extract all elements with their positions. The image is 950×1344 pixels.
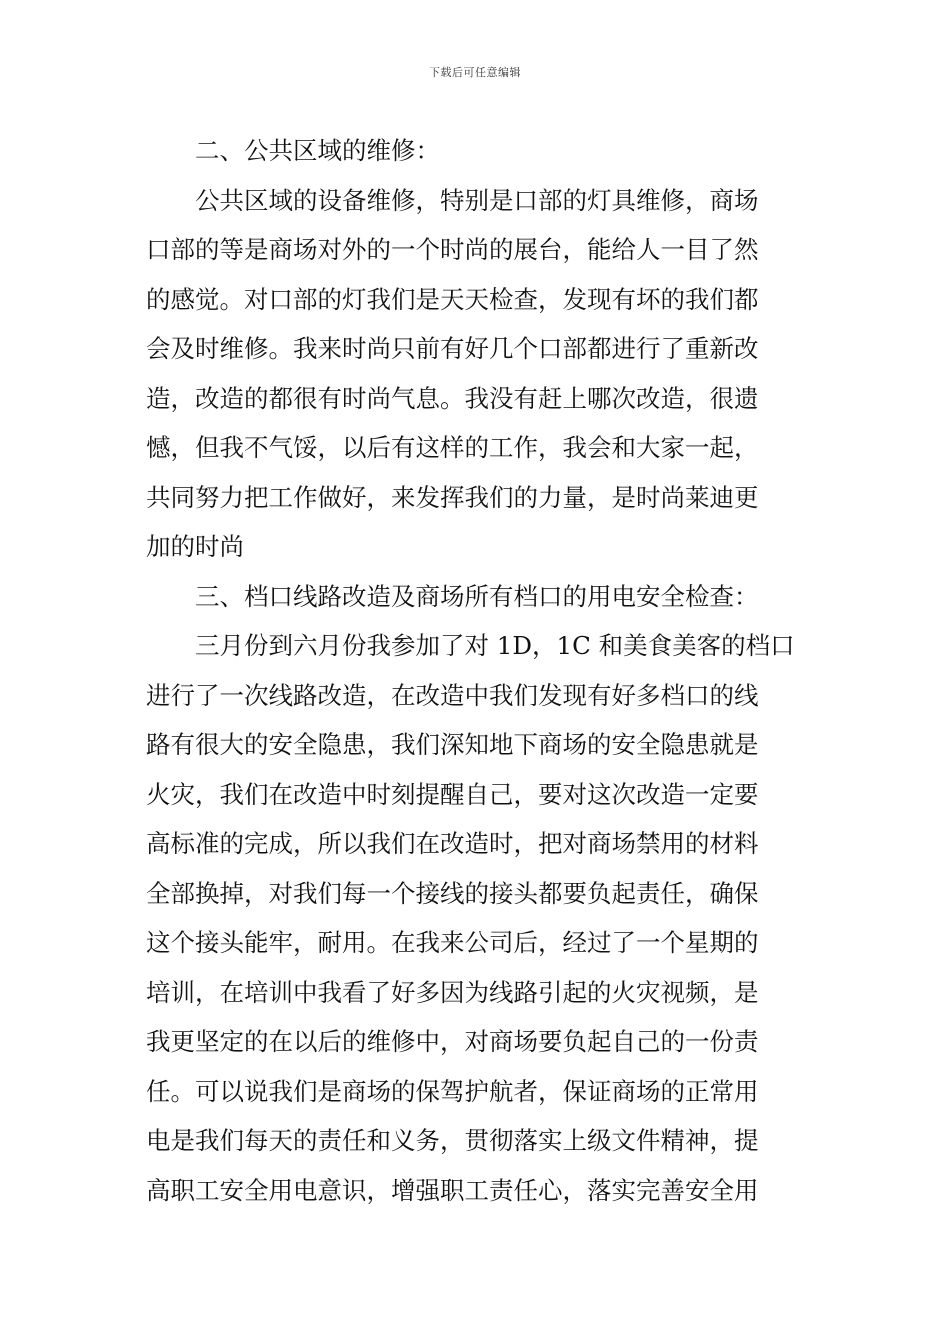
paragraph-line: 高职工安全用电意识，增强职工责任心，落实完善安全用 xyxy=(146,1175,759,1205)
paragraph-line: 高标准的完成，所以我们在改造时，把对商场禁用的材料 xyxy=(146,829,759,858)
paragraph-line: 我更坚定的在以后的维修中，对商场要负起自己的一份责 xyxy=(146,1027,759,1056)
paragraph-line: 培训，在培训中我看了好多因为线路引起的火灾视频，是 xyxy=(146,977,759,1007)
paragraph-line: 共同努力把工作做好，来发挥我们的力量，是时尚莱迪更 xyxy=(146,482,759,512)
paragraph-line: 全部换掉，对我们每一个接线的接头都要负起责任，确保 xyxy=(146,878,759,908)
paragraph-line: 的感觉。对口部的灯我们是天天检查，发现有坏的我们都 xyxy=(146,284,759,314)
paragraph-line: 这个接头能牢，耐用。在我来公司后，经过了一个星期的 xyxy=(146,928,759,957)
paragraph-line: 会及时维修。我来时尚只前有好几个口部都进行了重新改 xyxy=(146,334,759,363)
paragraph-line: 憾，但我不气馁，以后有这样的工作，我会和大家一起， xyxy=(146,433,759,462)
paragraph-line: 路有很大的安全隐患，我们深知地下商场的安全隐患就是 xyxy=(146,730,759,759)
paragraph-line: 口部的等是商场对外的一个时尚的展台，能给人一目了然 xyxy=(146,235,759,264)
paragraph-line: 进行了一次线路改造，在改造中我们发现有好多档口的线 xyxy=(146,680,759,710)
page-header: 下载后可任意编辑 xyxy=(429,66,521,79)
paragraph-line: 公共区域的设备维修，特别是口部的灯具维修，商场 xyxy=(195,185,759,215)
document-body xyxy=(146,126,810,1215)
paragraph-line: 电是我们每天的责任和义务，贯彻落实上级文件精神，提 xyxy=(146,1126,759,1155)
paragraph-line: 加的时尚 xyxy=(146,532,244,561)
paragraph-line: 造，改造的都很有时尚气息。我没有赶上哪次改造，很遗 xyxy=(146,383,759,413)
section-heading-public-area: 二、公共区域的维修： xyxy=(195,136,440,165)
paragraph-line: 三月份到六月份我参加了对 1D，1C 和美食美客的档口 xyxy=(195,631,795,660)
paragraph-line: 火灾，我们在改造中时刻提醒自己，要对这次改造一定要 xyxy=(146,779,759,809)
paragraph-line: 任。可以说我们是商场的保驾护航者，保证商场的正常用 xyxy=(146,1076,759,1106)
section-heading-stall-wiring: 三、档口线路改造及商场所有档口的用电安全检查： xyxy=(195,581,759,611)
